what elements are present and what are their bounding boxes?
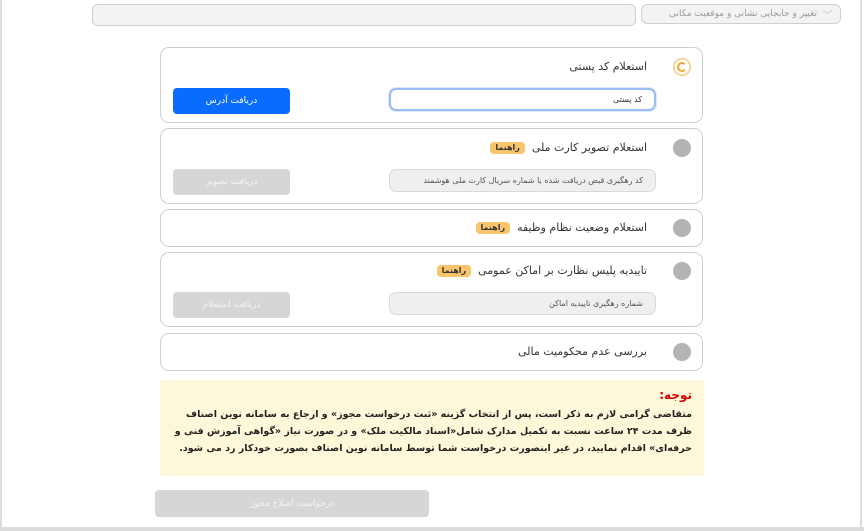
window-bottom-edge [0, 527, 864, 531]
status-pending-icon [673, 219, 691, 237]
military-service-inquiry-card [160, 209, 703, 247]
notice-box [160, 380, 704, 476]
notice-title: توجه: [659, 388, 692, 402]
status-pending-icon [673, 343, 691, 361]
card-title: استعلام کد پستی [569, 60, 647, 73]
get-inquiry-button[interactable]: دریافت استعلام [173, 292, 290, 318]
status-in-progress-icon [673, 58, 691, 76]
postal-code-input[interactable]: کد پستی [389, 88, 656, 111]
location-select-label: تغییر و جابجایی نشانی و موقعیت مکانی [669, 9, 817, 19]
card-title: تاییدیه پلیس نظارت بر اماکن عمومی راهنما [437, 264, 647, 277]
chevron-down-icon: ﹀ [822, 10, 832, 21]
help-badge[interactable]: راهنما [476, 222, 511, 234]
national-card-tracking-input[interactable]: کد رهگیری قبض دریافت شده یا شماره سریال کارت ملی هوشمند [389, 169, 656, 192]
request-license-correction-button[interactable]: درخواست اصلاح مجوز [155, 490, 429, 517]
location-input[interactable] [92, 4, 636, 26]
national-card-inquiry-card [160, 128, 703, 204]
notice-body: متقاضی گرامی لازم به ذکر است، پس از انتخاب گزینه «ثبت درخواست مجوز» و ارجاع به سامانه نوین اصناف ظرف مدت ۲۴ ساعت نسبت به تکمیل مدارک شامل«اسناد مالکیت ملک» و در صورت نیاز «گواهی آموزش فنی و حرفه‌ای» اقدام نمایید، در غیر اینصورت درخواست شما توسط سامانه نوین اصناف بصورت خودکار رد می شود. [174, 409, 692, 454]
location-change-select[interactable] [641, 4, 841, 24]
window-left-edge [0, 0, 2, 531]
help-badge[interactable]: راهنما [437, 265, 472, 277]
status-pending-icon [673, 262, 691, 280]
postal-code-inquiry-card [160, 47, 703, 123]
card-title: استعلام تصویر کارت ملی راهنما [490, 141, 647, 154]
card-title: استعلام وضعیت نظام وظیفه راهنما [476, 221, 647, 234]
financial-check-card [160, 333, 703, 371]
get-address-button[interactable]: دریافت آدرس [173, 88, 290, 114]
police-tracking-input[interactable]: شماره رهگیری تاییدیه اماکن [389, 292, 656, 315]
police-approval-inquiry-card [160, 252, 703, 327]
window-right-edge [860, 0, 862, 531]
get-image-button[interactable]: دریافت تصویر [173, 169, 290, 195]
help-badge[interactable]: راهنما [490, 142, 525, 154]
card-title: بررسی عدم محکومیت مالی [518, 345, 647, 358]
status-pending-icon [673, 139, 691, 157]
